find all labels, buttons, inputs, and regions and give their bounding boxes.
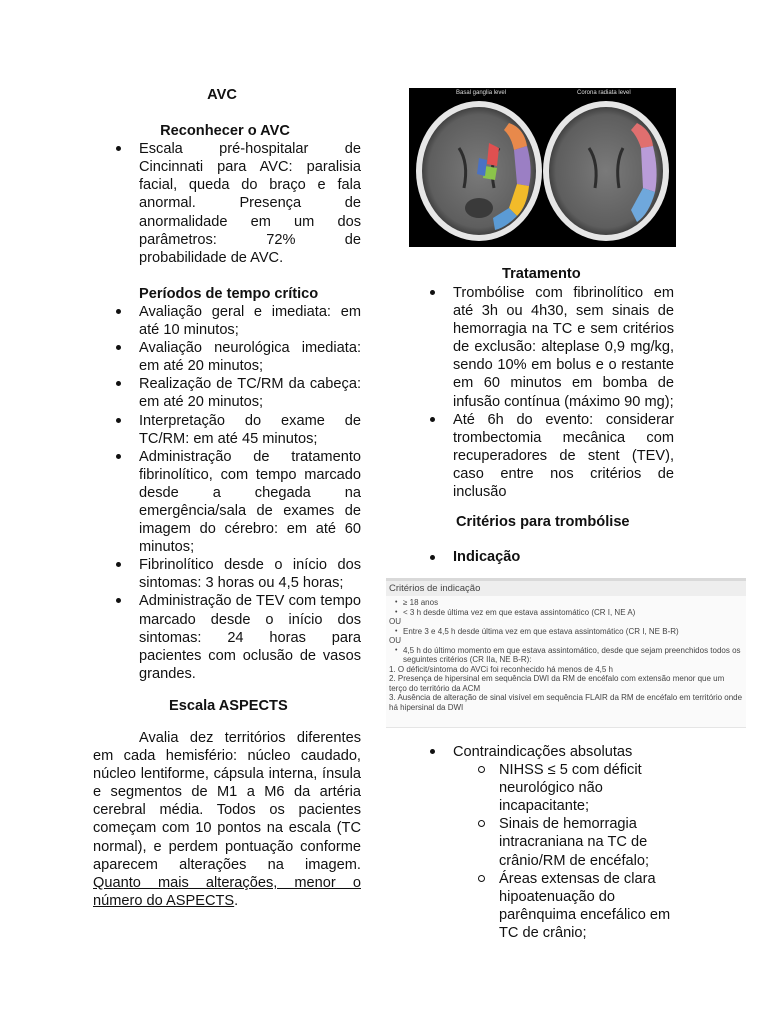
brain-ct-illustration	[409, 88, 676, 247]
table-body	[386, 596, 746, 712]
contraindications	[407, 743, 674, 942]
table-row: 2. Presença de hipersinal em sequência DWI da RM de encéfalo com extensão menor que um terço do território da ACM	[389, 674, 725, 693]
aspects-period: .	[234, 892, 239, 909]
recognize-bullet: Escala pré-hospitalar de Cincinnati para AVC: paralisia facial, queda do braço e fala anormal. Presença de anormalidade em um dos parâmetros: 72% de probabilidade de AVC.	[93, 140, 361, 267]
image-label-right: Corona radiata level	[577, 90, 631, 96]
list-item: Fibrinolítico desde o início dos sintomas: 3 horas ou 4,5 horas;	[93, 556, 361, 592]
table-row: OU	[389, 636, 401, 645]
contra-list	[407, 761, 674, 942]
table-header: Critérios de indicação	[386, 581, 746, 596]
table-row: 3. Ausência de alteração de sinal visível em sequência FLAIR da RM de encéfalo em território onde há hipersinal da DWI	[389, 693, 743, 712]
image-label-left: Basal ganglia level	[456, 90, 507, 96]
list-item: Até 6h do evento: considerar trombectomia mecânica com recuperadores de stent (TEV), caso entre nos critérios de inclusão	[407, 411, 674, 501]
list-item: Interpretação do exame de TC/RM: em até 45 minutos;	[93, 412, 361, 448]
recognize-heading: Reconhecer o AVC	[160, 123, 290, 140]
table-row: • Entre 3 e 4,5 h desde última vez em que estava assintomático (CR I, NE B-R)	[389, 627, 743, 637]
indication-criteria-table	[386, 578, 746, 728]
table-row: OU	[389, 617, 401, 626]
periods-heading: Períodos de tempo crítico	[139, 285, 319, 302]
indication-label: Indicação	[407, 549, 674, 565]
table-row: 1. O déficit/sintoma do AVCi foi reconhecido há menos de 4,5 h	[389, 664, 613, 674]
table-row: • ≥ 18 anos	[389, 598, 743, 608]
list-item: Sinais de hemorragia intracraniana na TC de crânio/RM de encéfalo;	[499, 815, 674, 869]
periods-list	[93, 303, 361, 683]
list-item: Avaliação neurológica imediata: em até 20 minutos;	[93, 339, 361, 375]
left-column	[93, 86, 361, 910]
table-row: • 4,5 h do último momento em que estava assintomático, desde que sejam preenchidos todos os seguintes critérios (CR IIa, NE B-R):	[389, 646, 743, 665]
ct-scan-image	[409, 88, 676, 247]
list-item: Áreas extensas de clara hipoatenuação do parênquima encefálico em TC de crânio;	[499, 870, 674, 942]
aspects-text: Avalia dez territórios diferentes em cada hemisfério: núcleo caudado, núcleo lentiforme, cápsula interna, ínsula e segmentos de M1 a M6 da artéria cerebral média. Todos os pacientes começam com 10 pontos na escala (TC normal), e perdem pontuação conforme aparecem alterações na imagem.	[93, 730, 361, 873]
indication-row	[407, 549, 674, 565]
list-item: NIHSS ≤ 5 com déficit neurológico não incapacitante;	[499, 761, 674, 815]
list-item: Avaliação geral e imediata: em até 10 minutos;	[93, 303, 361, 339]
page-title: AVC	[207, 87, 237, 103]
list-item: Administração de TEV com tempo marcado desde o início dos sintomas: 24 horas para pacientes com oclusão de vasos grandes.	[93, 592, 361, 682]
list-item: Trombólise com fibrinolítico em até 3h ou 4h30, sem sinais de hemorragia na TC e sem critérios de exclusão: alteplase 0,9 mg/kg, sendo 10% em bolus e o restante em 60 minutos em bomba de infusão contínua (máximo 90 mg);	[407, 284, 674, 411]
table-row: • < 3 h desde última vez em que estava assintomático (CR I, NE A)	[389, 608, 743, 618]
criteria-heading: Critérios para trombólise	[456, 514, 630, 530]
treatment-list	[407, 284, 674, 501]
contra-label: Contraindicações absolutas	[407, 743, 674, 761]
aspects-heading: Escala ASPECTS	[169, 697, 288, 714]
list-item: Realização de TC/RM da cabeça: em até 20 minutos;	[93, 375, 361, 411]
aspects-underlined: Quanto mais alterações, menor o número do ASPECTS	[93, 874, 361, 909]
list-item: Administração de tratamento fibrinolítico, com tempo marcado desde a chegada na emergência/sala de exames de imagem do cérebro: em até 60 minutos;	[93, 448, 361, 557]
treatment-heading: Tratamento	[502, 266, 581, 282]
aspects-paragraph	[93, 729, 361, 910]
